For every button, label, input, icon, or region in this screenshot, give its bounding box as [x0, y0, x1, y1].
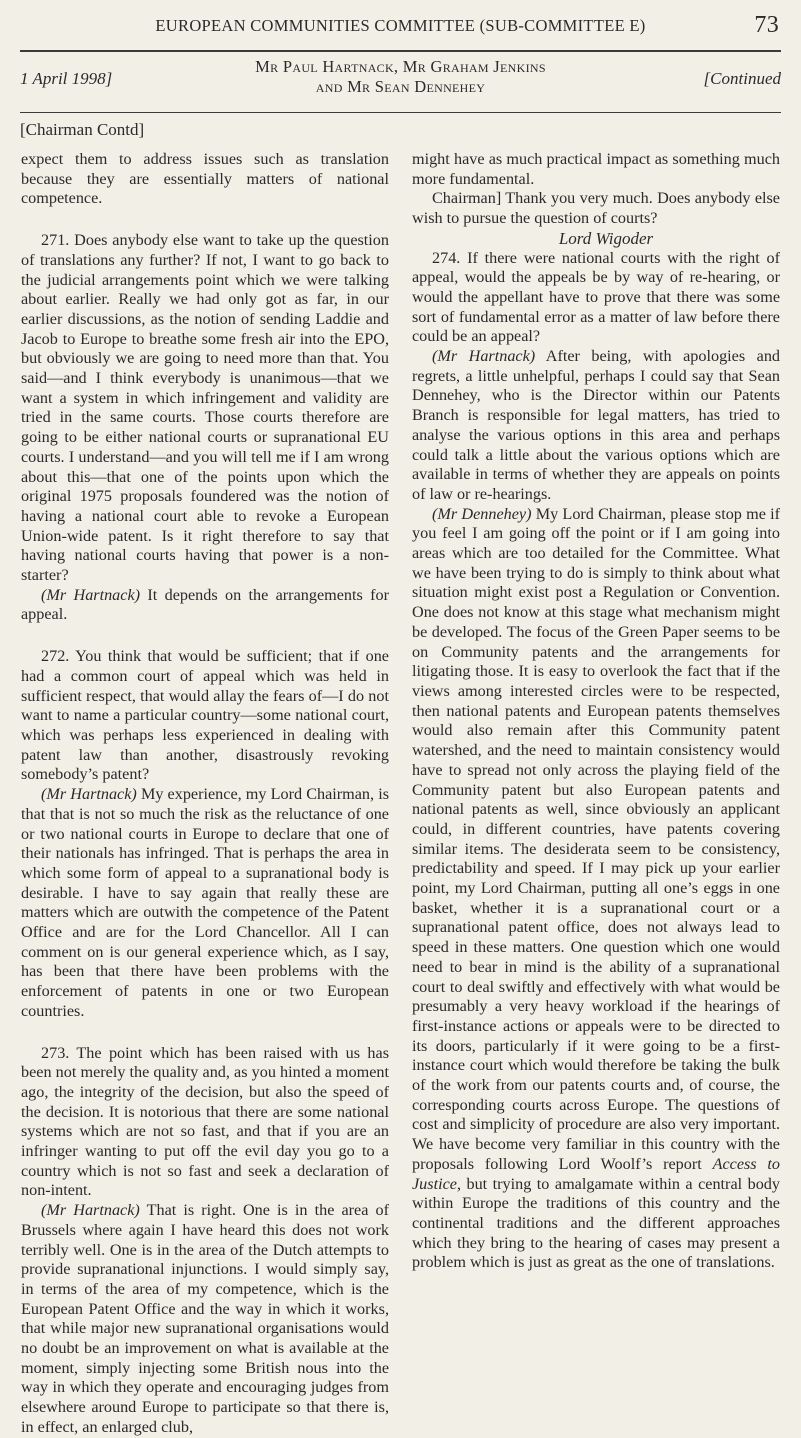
answer-paragraph: [21, 1201, 389, 1437]
speaker-label: (Mr Hartnack): [41, 1201, 140, 1220]
speaker-label: (Mr Hartnack): [41, 585, 141, 604]
answer-paragraph: [412, 505, 780, 1273]
answer-text-cont: , but trying to amalgamate within a central body within Europe the traditions of this country and the continental traditions and the different approaches which they bring to the hearing of cases may present a problem which is just as great as the one of translations.: [412, 1174, 780, 1272]
speaker-label: (Mr Hartnack): [41, 785, 137, 804]
page-number: 73: [754, 12, 779, 38]
witness-names-line2: and Mr Sean Dennehey: [315, 77, 486, 96]
section-title: Lord Wigoder: [558, 228, 654, 248]
witness-names-line1: Mr Paul Hartnack, Mr Graham Jenkins: [255, 57, 546, 76]
chairman-contd-label: [Chairman Contd]: [20, 120, 145, 139]
header-rule-top: [20, 50, 781, 52]
answer-text: That is right. One is in the area of Brussels where again I have heard this does not work terribly well. One is in the area of the Dutch attempts to provide supranational injunctions. I would simply say, in terms of the area of my competence, which is the European Patent Office and the way in which it works, that while major new supranational organisations would no doubt be an improvement on what is available at the moment, simply injecting some British nous into the way in which they operate and encouraging judges from elsewhere around Europe to participate so that there is, in effect, an enlarged club,: [21, 1201, 389, 1436]
witness-names: [20, 57, 781, 97]
speaker-label: (Mr Hartnack): [432, 347, 536, 366]
session-date: 1 April 1998]: [20, 69, 113, 88]
answer-text: After being, with apologies and regrets, a little unhelpful, perhaps I could say that Sean Dennehey, who is the Director within our Patents Branch is responsible for legal matters, has tried to analyse the various options in this area and perhaps could talk a little about the various options which are available in terms of whether they are appeals on points of law or re-hearings.: [412, 347, 781, 503]
header-rule-bottom: [20, 112, 781, 113]
question-274: 274. If there were national courts with the right of appeal, would the appeals be by way of re-hearing, or would the appellant have to prove that there was some sort of fundamental error as a matter of law before there could be an appeal?: [412, 248, 780, 346]
continued-label: [Continued: [703, 69, 781, 88]
answer-paragraph: [21, 586, 389, 625]
right-column: [412, 150, 780, 1273]
running-head-title: EUROPEAN COMMUNITIES COMMITTEE (SUB-COMMITTEE E): [155, 16, 646, 35]
question-273: 273. The point which has been raised with us has been not merely the quality and, as you hinted a moment ago, the integrity of the decision, but also the speed of the decision. It is notorious that there are some national systems which are not so fast, and that if you are an infringer wanting to put off the evil day you go to a country which is not so fast and seek a declaration of non-intent.: [21, 1043, 389, 1200]
witness-header: [20, 57, 781, 113]
answer-paragraph: [21, 785, 389, 1021]
question-272: 272. You think that would be sufficient; that if one had a common court of appeal which was held in sufficient respect, that would allay the fears of—I do not want to name a particular country—some national court, which was perhaps less experienced in dealing with patent law than another, disastrously revoking somebody’s patent?: [21, 647, 389, 784]
running-head: [20, 14, 781, 44]
question-271: 271. Does anybody else want to take up the question of translations any further? If not, I want to go back to the judicial arrangements point which we were talking about earlier. Really we had only got as far, in our earlier discussions, as the notion of sending Laddie and Jacob to Europe to breathe some fresh air into the EPO, but obviously we are going to need more than that. You said—and I think everybody is unanimous—that we want a system in which infringement and validity are tried in the same courts. Those courts therefore are going to be either national courts or supranational EU courts. I understand—and you will tell me if I am wrong about this—that one of the points upon which the original 1975 proposals foundered was the notion of having a national court able to revoke a European Union-wide patent. Is it right therefore to say that having national courts having that power is a non-starter?: [21, 231, 389, 585]
answer-text: My Lord Chairman, please stop me if you feel I am going off the point or if I am going into areas which are too detailed for the Committee. What we have been trying to do is simply to think about what situation might exist post a Regulation or Convention. One does not know at this stage what mechanism might be developed. The focus of the Green Paper seems to be on Community patents and the arrangements for litigating those. It is easy to overlook the fact that if the views among interested circles were to be respected, then national patents and European patents themselves would also remain after this Community patent watershed, and the need to maintain consistency would have to spread not only across the playing field of the Community patent but also European patents and national patents as well, since obviously an applicant could, in different countries, have patents covering similar items. The desiderata seem to be consistency, predictability and speed. If I may pick up your earlier point, my Lord Chairman, putting all one’s eggs in one basket, whether it is a supranational court or a supranational patent office, does not always lead to speed in these matters. One question which one would need to bear in mind is the ability of a supranational court to deal swiftly and effectively with what would be presumably a very heavy workload if the hearings of first-instance actions or appeals were to be directed to its doors, particularly if it were going to be a first-instance court which would therefore be taking the bulk of the work from our patents courts and, of course, the corresponding courts across Europe. The questions of cost and simplicity of procedure are also very important. We have become very familiar in this country with the proposals following Lord Woolf’s report: [412, 504, 780, 1173]
chairman-paragraph: [412, 189, 780, 228]
speaker-label: (Mr Dennehey): [432, 504, 532, 523]
speaker-label: Chairman]: [432, 189, 502, 208]
chairman-text: Thank you very much. Does anybody else wish to pursue the question of courts?: [412, 189, 780, 228]
answer-paragraph: [412, 347, 780, 505]
paragraph: expect them to address issues such as translation because they are essentially matters of national competence.: [21, 150, 389, 208]
report-title: Access to Justice: [412, 1154, 780, 1193]
paragraph: might have as much practical impact as something much more fundamental.: [412, 150, 780, 188]
left-column: [21, 150, 389, 1438]
answer-text: My experience, my Lord Chairman, is that that is not so much the risk as the reluctance of one or two national courts in Europe to declare that one of their nationals has infringed. That is perhaps the area in which some form of appeal to a supranational body is desirable. I have to say again that really these are matters which are outwith the competence of the Patent Office and are for the Lord Chancellor. All I can comment on is our general experience which, as I say, has been that there have been problems with the enforcement of patents in one or two European countries.: [21, 785, 389, 1020]
answer-text: It depends on the arrangements for appeal.: [21, 585, 390, 624]
